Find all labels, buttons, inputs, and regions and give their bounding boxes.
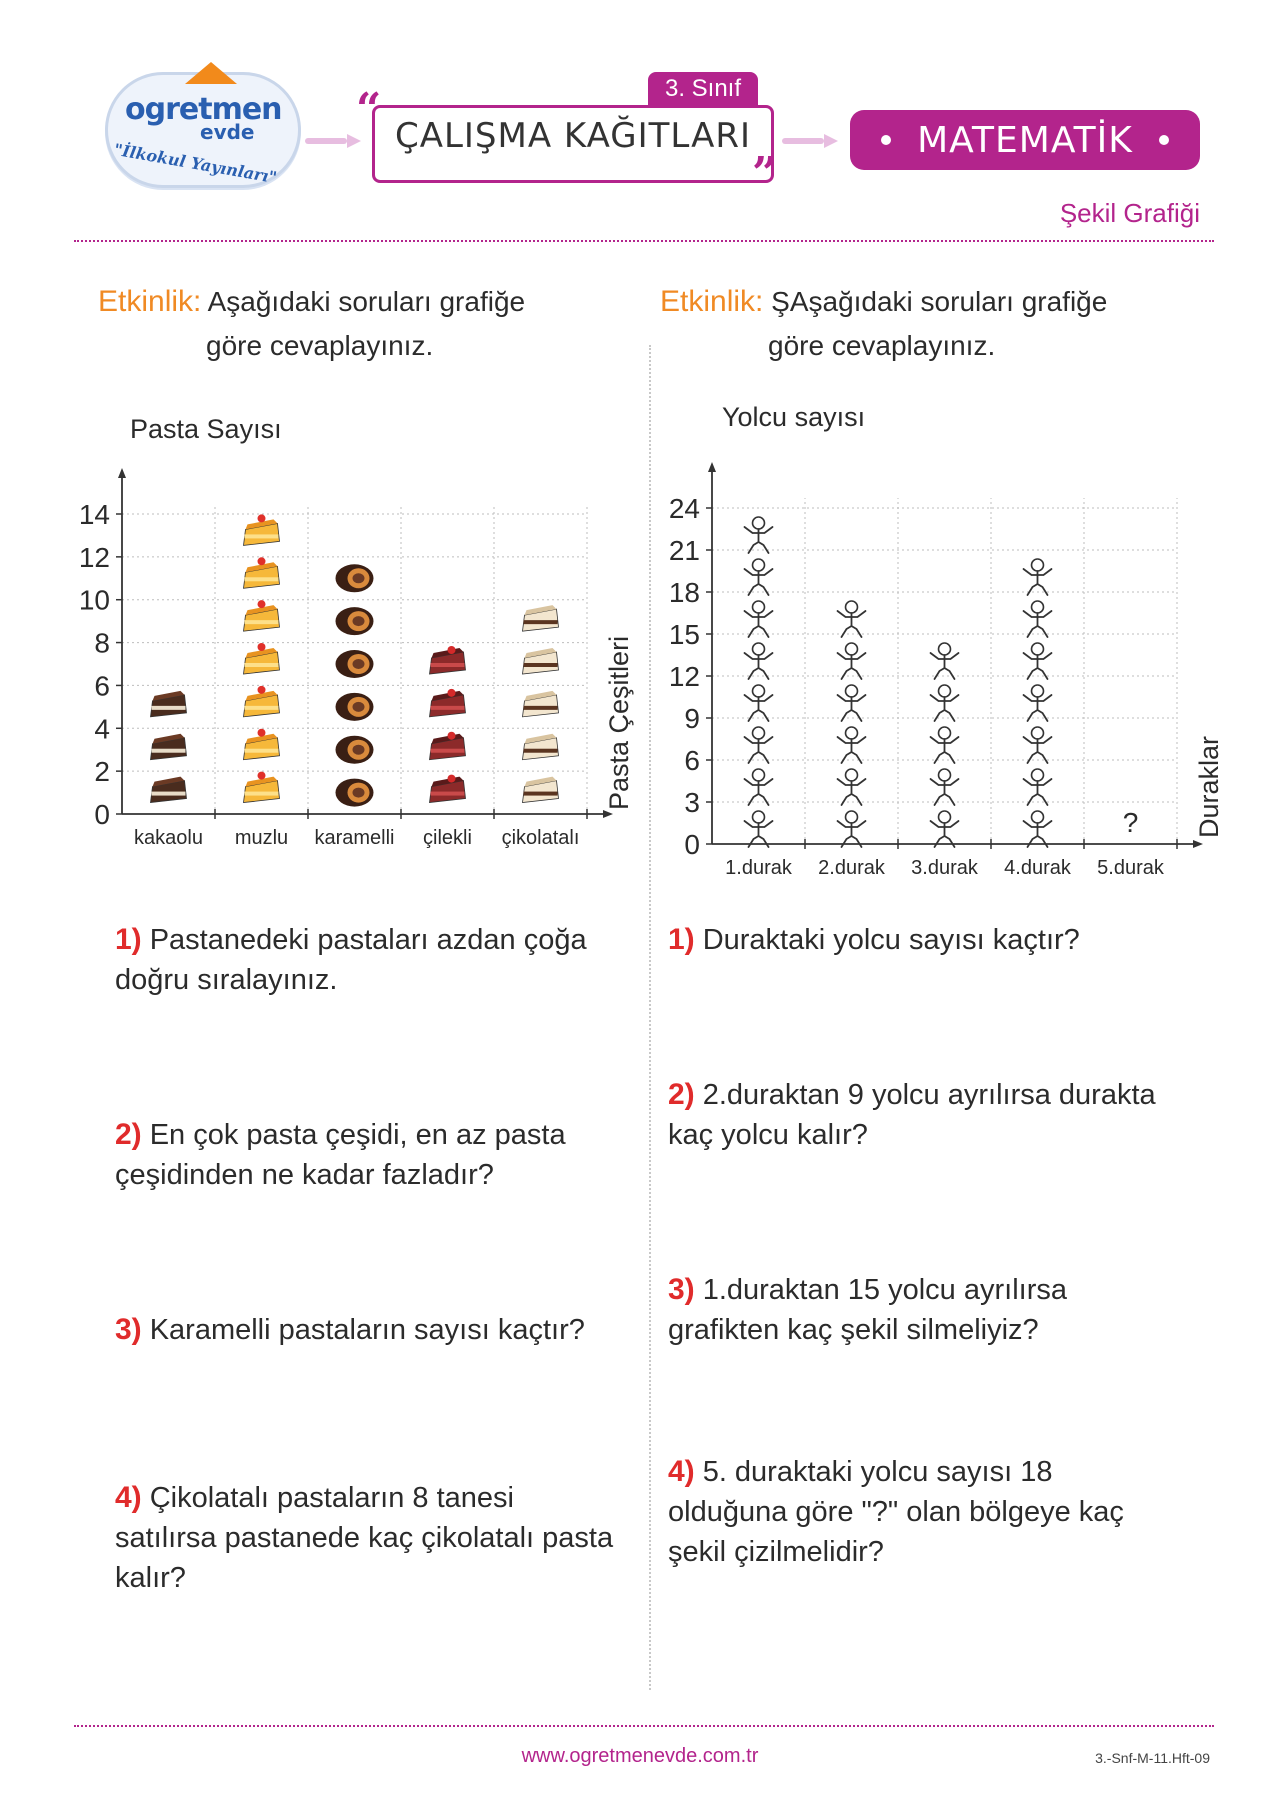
question-item	[668, 1075, 1173, 1155]
stick-figure-icon	[931, 727, 959, 763]
grade-badge: 3. Sınıf	[648, 72, 758, 106]
y-tick-label: 8	[94, 627, 110, 659]
x-axis-arrow-icon	[603, 810, 613, 818]
y-tick-label: 6	[94, 670, 110, 702]
caramel-roll-icon	[336, 564, 374, 592]
question-number: 2)	[115, 1118, 142, 1151]
left-activity	[98, 280, 525, 368]
unknown-marker: ?	[1122, 807, 1139, 838]
y-tick-label: 12	[668, 661, 700, 692]
question-number: 1)	[115, 923, 142, 956]
cake-pictograph-chart	[70, 400, 640, 860]
question-text: Duraktaki yolcu sayısı kaçtır?	[702, 924, 1080, 956]
arrow-right-icon	[305, 134, 361, 148]
banana-cake-icon	[244, 729, 280, 760]
subject-label: MATEMATİK	[917, 119, 1133, 161]
stick-figure-icon	[838, 769, 866, 805]
x-tick-label: 4.durak	[1004, 857, 1071, 879]
stick-figure-icon	[745, 601, 773, 637]
y-tick-label: 6	[684, 745, 700, 776]
stick-figure-icon	[931, 811, 959, 847]
stick-figure-icon	[745, 727, 773, 763]
header-divider	[74, 240, 1214, 242]
chocolate-cake-icon	[523, 691, 559, 717]
banana-cake-icon	[244, 514, 280, 545]
bullet-icon	[881, 135, 891, 145]
close-quote-icon: ”	[752, 148, 778, 199]
question-text: Karamelli pastaların sayısı kaçtır?	[149, 1314, 585, 1346]
y-axis-title: Yolcu sayısı	[722, 402, 866, 432]
caramel-roll-icon	[336, 779, 374, 807]
question-item	[115, 920, 620, 1000]
y-axis-arrow-icon	[708, 462, 716, 472]
activity-label: Etkinlik:	[98, 285, 202, 318]
question-number: 1)	[668, 923, 695, 956]
question-text: 1.duraktan 15 yolcu ayrılırsa grafikten kaç şekil silmeliyiz?	[668, 1274, 1067, 1346]
question-number: 2)	[668, 1078, 695, 1111]
x-tick-label: 1.durak	[725, 857, 792, 879]
passenger-pictograph-chart	[660, 398, 1224, 888]
y-tick-label: 15	[668, 619, 700, 650]
stick-figure-icon	[931, 769, 959, 805]
bullet-icon	[1159, 135, 1169, 145]
activity-text: göre cevaplayınız.	[768, 330, 996, 361]
strawberry-cake-icon	[430, 689, 466, 717]
y-tick-label: 10	[78, 584, 110, 616]
house-icon	[185, 62, 237, 84]
question-item	[115, 1310, 620, 1350]
chocolate-cake-icon	[523, 605, 559, 631]
logo-brand-sub: evde	[200, 120, 255, 144]
stick-figure-icon	[838, 727, 866, 763]
stick-figure-icon	[1024, 811, 1052, 847]
x-axis-arrow-icon	[1193, 840, 1203, 848]
y-tick-label: 12	[78, 541, 110, 573]
chocolate-cake-icon	[523, 777, 559, 803]
y-axis-title: Pasta Sayısı	[130, 414, 282, 444]
question-item	[668, 1452, 1173, 1572]
question-text: 5. duraktaki yolcu sayısı 18 olduğuna göre "?" olan bölgeye kaç şekil çizilmelidir?	[668, 1456, 1124, 1568]
y-tick-label: 0	[94, 799, 110, 830]
caramel-roll-icon	[336, 693, 374, 721]
caramel-roll-icon	[336, 736, 374, 764]
y-tick-label: 24	[668, 493, 700, 524]
y-axis-arrow-icon	[118, 468, 126, 478]
stick-figure-icon	[1024, 769, 1052, 805]
question-item	[668, 1270, 1173, 1350]
stick-figure-icon	[1024, 601, 1052, 637]
strawberry-cake-icon	[430, 646, 466, 674]
x-tick-label: 3.durak	[911, 857, 978, 879]
banana-cake-icon	[244, 600, 280, 631]
activity-text: Aşağıdaki soruları grafiğe	[207, 286, 526, 317]
chocolate-cake-icon	[523, 648, 559, 674]
y-tick-label: 9	[684, 703, 700, 734]
stick-figure-icon	[745, 517, 773, 553]
question-text: Pastanedeki pastaları azdan çoğa doğru sıralayınız.	[115, 924, 587, 996]
y-tick-label: 2	[94, 756, 110, 788]
stick-figure-icon	[745, 685, 773, 721]
y-tick-label: 21	[668, 535, 700, 566]
caramel-roll-icon	[336, 650, 374, 678]
topic-label: Şekil Grafiği	[1059, 198, 1200, 228]
cocoa-cake-icon	[151, 691, 187, 717]
question-item	[115, 1115, 620, 1195]
question-number: 4)	[668, 1455, 695, 1488]
question-item	[668, 920, 1173, 960]
banana-cake-icon	[244, 772, 280, 803]
column-divider	[649, 345, 651, 1690]
stick-figure-icon	[838, 601, 866, 637]
logo-brand: ogretmen	[125, 92, 282, 127]
y-tick-label: 18	[668, 577, 700, 608]
y-tick-label: 14	[78, 499, 110, 530]
stick-figure-icon	[931, 685, 959, 721]
x-tick-label: kakaolu	[134, 827, 203, 849]
question-number: 3)	[668, 1273, 695, 1306]
y-tick-label: 3	[684, 787, 700, 818]
right-activity	[660, 280, 1107, 368]
x-tick-label: 5.durak	[1097, 857, 1164, 879]
stick-figure-icon	[838, 811, 866, 847]
x-axis-title: Pasta Çeşitleri	[604, 635, 634, 810]
stick-figure-icon	[745, 769, 773, 805]
question-item	[115, 1478, 620, 1598]
question-number: 3)	[115, 1313, 142, 1346]
stick-figure-icon	[838, 685, 866, 721]
logo-tagline: "İlkokul Yayınları"	[112, 139, 279, 188]
stick-figure-icon	[1024, 727, 1052, 763]
chocolate-cake-icon	[523, 734, 559, 760]
footer-divider	[74, 1725, 1214, 1727]
strawberry-cake-icon	[430, 775, 466, 803]
caramel-roll-icon	[336, 607, 374, 635]
question-number: 4)	[115, 1481, 142, 1514]
question-text: Çikolatalı pastaların 8 tanesi satılırsa pastanede kaç çikolatalı pasta kalır?	[115, 1482, 614, 1594]
stick-figure-icon	[745, 811, 773, 847]
x-tick-label: 2.durak	[818, 857, 885, 879]
banana-cake-icon	[244, 557, 280, 588]
activity-text: ŞAşağıdaki soruları grafiğe	[771, 286, 1108, 317]
cocoa-cake-icon	[151, 734, 187, 760]
arrow-right-icon	[782, 134, 838, 148]
cocoa-cake-icon	[151, 777, 187, 803]
question-text: 2.duraktan 9 yolcu ayrılırsa durakta kaç yolcu kalır?	[668, 1079, 1156, 1151]
stick-figure-icon	[1024, 643, 1052, 679]
x-tick-label: karamelli	[314, 827, 395, 849]
y-tick-label: 4	[94, 713, 110, 745]
worksheet-title: ÇALIŞMA KAĞITLARI	[394, 116, 752, 156]
x-tick-label: muzlu	[234, 827, 289, 849]
footer-url[interactable]: www.ogretmenevde.com.tr	[521, 1745, 759, 1767]
x-tick-label: çikolatalı	[501, 827, 580, 849]
subject-badge	[850, 110, 1200, 170]
stick-figure-icon	[745, 559, 773, 595]
banana-cake-icon	[244, 686, 280, 717]
activity-text: göre cevaplayınız.	[206, 330, 434, 361]
stick-figure-icon	[838, 643, 866, 679]
stick-figure-icon	[931, 643, 959, 679]
footer-code: 3.-Snf-M-11.Hft-09	[1095, 1750, 1210, 1766]
question-text: En çok pasta çeşidi, en az pasta çeşidinden ne kadar fazladır?	[115, 1119, 566, 1191]
banana-cake-icon	[244, 643, 280, 674]
x-axis-title: Duraklar	[1194, 735, 1224, 838]
stick-figure-icon	[1024, 559, 1052, 595]
x-tick-label: çilekli	[423, 827, 472, 849]
stick-figure-icon	[745, 643, 773, 679]
strawberry-cake-icon	[430, 732, 466, 760]
logo	[105, 62, 305, 202]
activity-label: Etkinlik:	[660, 285, 764, 318]
stick-figure-icon	[1024, 685, 1052, 721]
y-tick-label: 0	[684, 829, 700, 860]
open-quote-icon: “	[356, 84, 382, 135]
